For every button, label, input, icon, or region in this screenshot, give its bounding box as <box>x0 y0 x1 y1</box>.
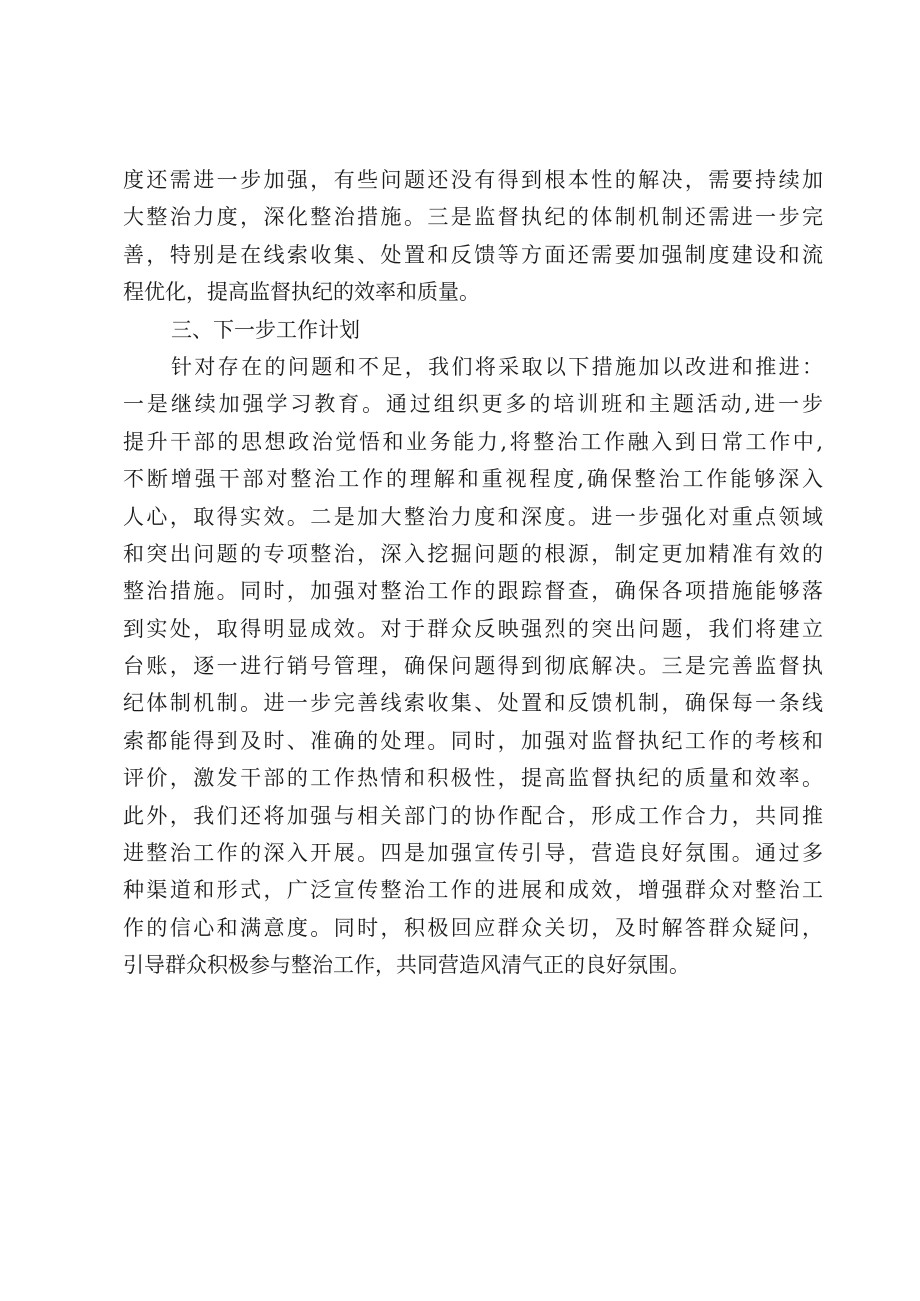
paragraph-line: 到实处，取得明显成效。对于群众反映强烈的突出问题，我们将建立 <box>123 616 823 641</box>
paragraph-line: 人心，取得实效。二是加大整治力度和深度。进一步强化对重点领域 <box>123 504 823 529</box>
paragraph-line: 大整治力度，深化整治措施。三是监督执纪的体制机制还需进一步完 <box>123 205 823 230</box>
section-heading: 三、下一步工作计划 <box>171 317 360 342</box>
paragraph-line: 善，特别是在线索收集、处置和反馈等方面还需要加强制度建设和流 <box>123 242 823 267</box>
paragraph-line: 索都能得到及时、准确的处理。同时，加强对监督执纪工作的考核和 <box>123 728 823 753</box>
paragraph-line: 提升干部的思想政治觉悟和业务能力,将整治工作融入到日常工作中, <box>123 429 823 454</box>
paragraph-line: 和突出问题的专项整治，深入挖掘问题的根源，制定更加精准有效的 <box>123 541 823 566</box>
paragraph-line: 台账，逐一进行销号管理，确保问题得到彻底解决。三是完善监督执 <box>123 654 823 679</box>
paragraph-line: 纪体制机制。进一步完善线索收集、处置和反馈机制，确保每一条线 <box>123 691 823 716</box>
paragraph-line: 度还需进一步加强，有些问题还没有得到根本性的解决，需要持续加 <box>123 168 823 192</box>
paragraph-line: 一是继续加强学习教育。通过组织更多的培训班和主题活动,进一步 <box>123 392 823 417</box>
paragraph-line: 针对存在的问题和不足，我们将采取以下措施加以改进和推进： <box>171 354 823 379</box>
paragraph-line: 引导群众积极参与整治工作，共同营造风清气正的良好氛围。 <box>123 953 690 978</box>
paragraph-line: 不断增强干部对整治工作的理解和重视程度,确保整治工作能够深入 <box>123 467 823 492</box>
paragraph-line: 作的信心和满意度。同时，积极回应群众关切，及时解答群众疑问， <box>123 915 823 940</box>
paragraph-line: 程优化，提高监督执纪的效率和质量。 <box>123 280 480 305</box>
paragraph-line: 进整治工作的深入开展。四是加强宣传引导，营造良好氛围。通过多 <box>123 841 823 866</box>
document-body <box>123 162 823 985</box>
paragraph-line: 评价，激发干部的工作热情和积极性，提高监督执纪的质量和效率。 <box>123 766 823 791</box>
paragraph-line: 此外，我们还将加强与相关部门的协作配合，形成工作合力，共同推 <box>123 803 823 828</box>
paragraph-line: 种渠道和形式，广泛宣传整治工作的进展和成效，增强群众对整治工 <box>123 878 823 903</box>
paragraph-line: 整治措施。同时，加强对整治工作的跟踪督查，确保各项措施能够落 <box>123 579 823 604</box>
